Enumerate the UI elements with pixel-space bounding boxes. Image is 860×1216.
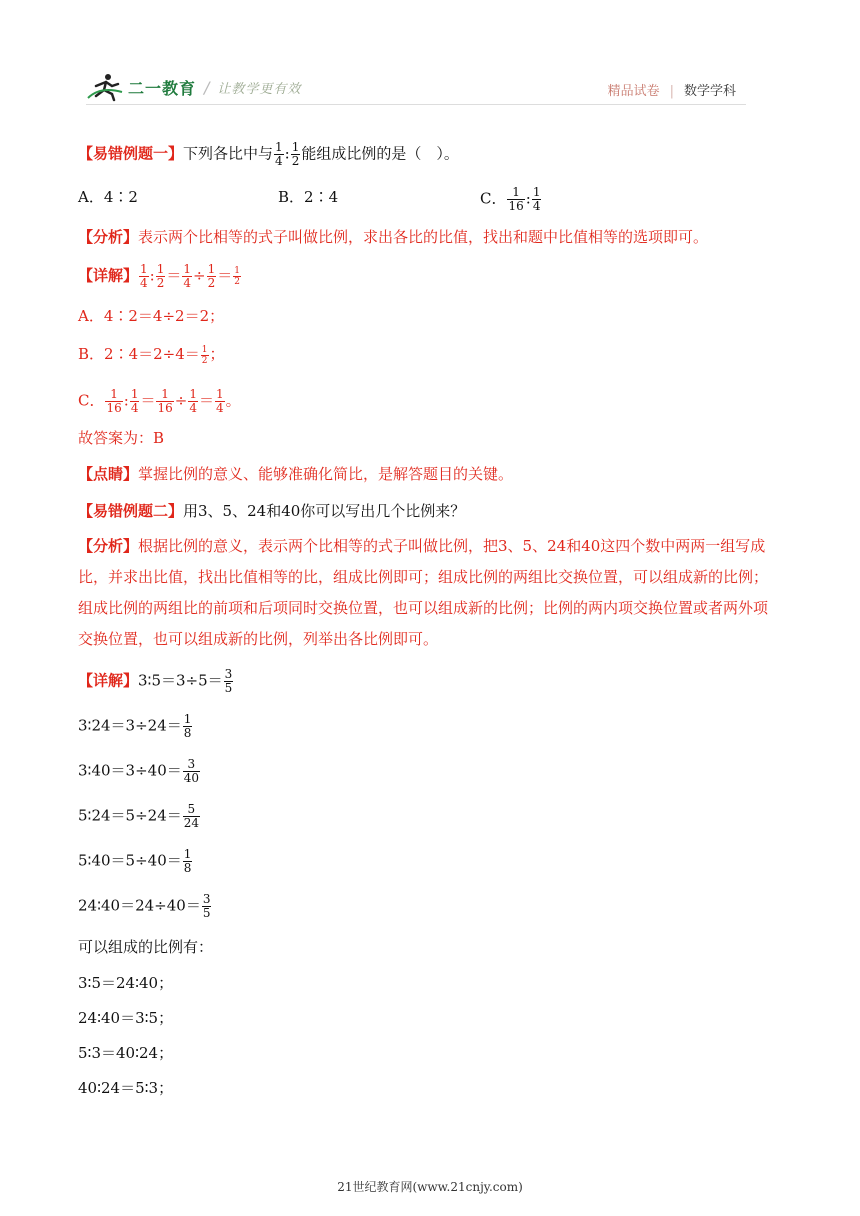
analysis-label: 【分析】 xyxy=(78,537,139,555)
calc-expr: 24∶40＝24÷40＝ xyxy=(78,896,201,915)
calc-row-1 xyxy=(78,713,193,740)
analysis-label: 【分析】 xyxy=(78,228,139,246)
point-label: 【点睛】 xyxy=(78,465,139,483)
page-footer: 21世纪教育网(www.21cnjy.com) xyxy=(337,1180,523,1194)
logo xyxy=(86,72,301,102)
option-a: A．4∶2 xyxy=(78,188,138,206)
header-divider: | xyxy=(669,84,674,99)
analysis-text: 根据比例的意义，表示两个比相等的式子叫做比例，把3、5、24和40这四个数中两两一组写成比，并求出比值，找出比值相等的比，组成比例即可；组成比例的两组比交换位置，可以组成新的比例；组成比例的两组比的前项和后项同时交换位置，也可以组成新的比例；比例的两内项交换位置或者两外项交换位置，也可以组成新的比例，列举出各比例即可。 xyxy=(78,537,769,648)
q1-point xyxy=(78,463,513,485)
fraction: $\frac{1}{8}$ xyxy=(183,712,192,740)
point-text: 掌握比例的意义、能够准确化简比，是解答题目的关键。 xyxy=(138,465,514,483)
calc-row-4 xyxy=(78,848,193,875)
line-c-prefix: C． xyxy=(78,391,105,410)
q2-label: 【易错例题二】 xyxy=(78,502,184,520)
calc-expr: 5∶40＝5÷40＝ xyxy=(78,851,182,870)
q1-text-before: 下列各比中与 xyxy=(183,144,274,163)
q1-question: 【易错例题一】下列各比中与 $\frac{1}{4}$ : $\frac{1}{2}$ 能组成比例的是（ ）。 xyxy=(78,140,459,168)
fraction: $\frac{1}{2}$ xyxy=(234,266,240,287)
fraction: $\frac{1}{2}$ xyxy=(291,140,300,168)
option-c-prefix: C． xyxy=(480,189,507,208)
calc-row-5 xyxy=(78,893,212,920)
q2-intro: 可以组成的比例有： xyxy=(78,938,214,956)
proportion-3: 40∶24＝5∶3； xyxy=(78,1079,174,1097)
fraction: $\frac{1}{4}$ xyxy=(183,262,192,290)
calc-row-3 xyxy=(78,803,201,830)
fraction: $\frac{1}{2}$ xyxy=(156,262,165,290)
proportion-0: 3∶5＝24∶40； xyxy=(78,974,174,992)
q1-text-after: 能组成比例的是（ ）。 xyxy=(301,144,459,163)
fraction: $\frac{1}{4}$ xyxy=(140,262,148,290)
q2-text: 用3、5、24和40你可以写出几个比例来？ xyxy=(183,502,466,520)
runner-logo-icon xyxy=(86,72,126,102)
slogan: 让教学更有效 xyxy=(217,81,302,97)
q1-line-c: C． $\frac{1}{16}$ : $\frac{1}{4}$ ＝ $\frac{1}{16}$ ÷ $\frac{1}{4}$ ＝ $\frac{1}{4}$ 。 xyxy=(78,387,241,415)
page-header xyxy=(86,72,746,106)
calc-row-2 xyxy=(78,758,201,785)
fraction: $\frac{1}{4}$ xyxy=(189,387,197,415)
header-tag: 精品试卷 xyxy=(607,84,660,99)
fraction: $\frac{5}{24}$ xyxy=(183,802,200,830)
analysis-text: 表示两个比相等的式子叫做比例，求出各比的比值，找出和题中比值相等的选项即可。 xyxy=(138,228,709,246)
proportion-1: 24∶40＝3∶5； xyxy=(78,1009,174,1027)
fraction: $\frac{3}{40}$ xyxy=(183,757,200,785)
fraction: $\frac{1}{16}$ xyxy=(508,185,524,213)
q2-question xyxy=(78,500,465,522)
fraction: $\frac{3}{5}$ xyxy=(224,667,233,695)
calc-row-0 xyxy=(78,668,234,695)
option-b: B．2∶4 xyxy=(278,188,339,206)
fraction: $\frac{1}{4}$ xyxy=(130,387,139,415)
calc-expr: 3∶40＝3÷40＝ xyxy=(78,761,182,780)
fraction: $\frac{1}{2}$ xyxy=(201,344,208,366)
calc-expr: 3∶24＝3÷24＝ xyxy=(78,716,182,735)
q2-analysis xyxy=(78,531,778,655)
fraction: $\frac{3}{5}$ xyxy=(202,892,211,920)
q1-detail: 【详解】 $\frac{1}{4}$ : $\frac{1}{2}$ ＝ $\frac{1}{4}$ ÷ $\frac{1}{2}$ ＝ $\frac{1}{2}$ xyxy=(78,262,240,290)
q1-line-a: A．4∶2＝4÷2＝2； xyxy=(78,307,225,325)
line-b-suffix: ； xyxy=(209,345,225,363)
q1-label: 【易错例题一】 xyxy=(78,144,184,163)
detail-label: 【详解】 xyxy=(78,266,139,285)
fraction: $\frac{1}{2}$ xyxy=(207,262,216,290)
q1-line-b xyxy=(78,343,225,366)
option-c: C． $\frac{1}{16}$ : $\frac{1}{4}$ xyxy=(480,185,541,213)
header-subject: 数学学科 xyxy=(683,84,736,99)
line-b-prefix: B．2∶4＝2÷4＝ xyxy=(78,345,200,363)
fraction: $\frac{1}{16}$ xyxy=(157,387,173,415)
fraction: $\frac{1}{4}$ xyxy=(275,140,283,168)
brand-name: 二一教育 xyxy=(128,78,197,98)
q1-answer: 故答案为：B xyxy=(78,429,165,447)
fraction: $\frac{1}{4}$ xyxy=(216,387,224,415)
q1-analysis xyxy=(78,226,708,248)
header-slash: / xyxy=(204,77,210,97)
fraction: $\frac{1}{4}$ xyxy=(532,185,541,213)
fraction: $\frac{1}{8}$ xyxy=(183,847,192,875)
calc-expr: 5∶24＝5÷24＝ xyxy=(78,806,182,825)
fraction: $\frac{1}{16}$ xyxy=(106,387,122,415)
proportion-2: 5∶3＝40∶24； xyxy=(78,1044,174,1062)
calc-expr: 3∶5＝3÷5＝ xyxy=(138,671,223,690)
header-right xyxy=(608,80,736,99)
header-rule xyxy=(86,104,746,105)
line-c-end: 。 xyxy=(225,391,241,410)
detail-label: 【详解】 xyxy=(78,671,139,690)
